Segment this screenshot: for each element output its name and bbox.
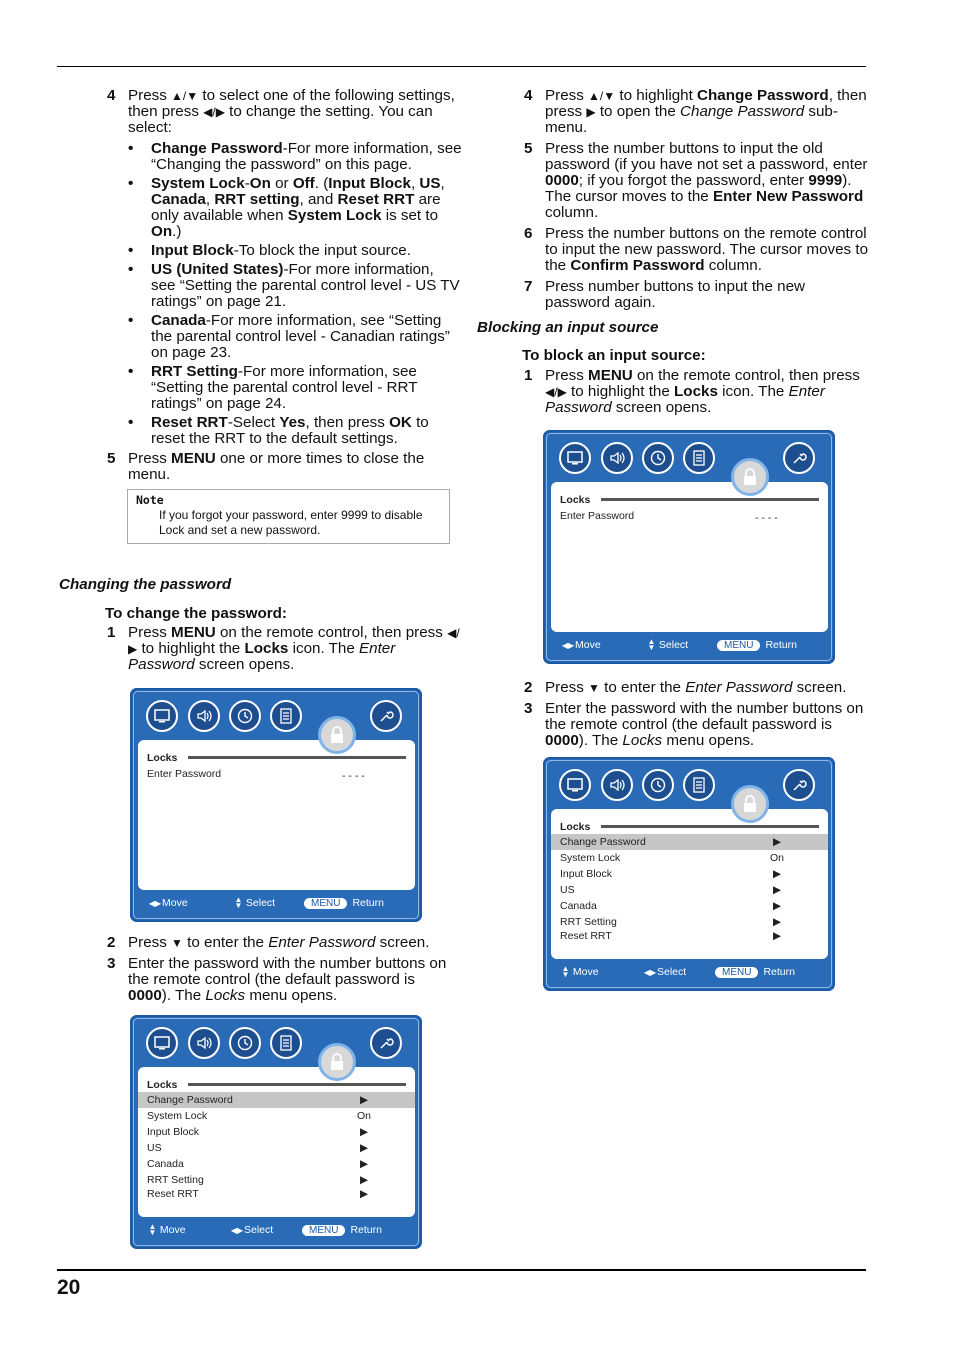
right-steps-2 xyxy=(524,680,869,754)
picture-icon[interactable] xyxy=(559,442,591,474)
left-right-arrow-icon: ◀▶ xyxy=(643,967,657,977)
menu-item-input-block[interactable]: Input Block ▶ xyxy=(147,1126,369,1138)
picture-icon[interactable] xyxy=(559,769,591,801)
section-title-changing-password: Changing the password xyxy=(59,576,232,593)
footer-select-label: Select xyxy=(244,1224,274,1236)
left-right-arrow-icon: ◀▶ xyxy=(561,640,575,650)
menu-icon-row xyxy=(557,769,827,809)
step-7: 7 Press number buttons to input the new password again. xyxy=(524,278,806,311)
locks-menu-screen xyxy=(543,757,835,991)
left-steps-1 xyxy=(107,625,462,678)
menu-item-change-password[interactable]: Change Password ▶ xyxy=(138,1092,415,1108)
wrench-icon[interactable] xyxy=(370,700,402,732)
subsection-title: To change the password: xyxy=(105,605,287,622)
note-box xyxy=(127,489,450,544)
setup-icon[interactable] xyxy=(683,769,715,801)
page-number: 20 xyxy=(57,1276,81,1299)
step-number: 1 xyxy=(524,367,533,384)
audio-icon[interactable] xyxy=(188,700,220,732)
step-2: 2 Press ▼ to enter the Enter Password screen. xyxy=(524,679,847,696)
menu-item-reset-rrt[interactable]: Reset RRT ▶ xyxy=(147,1188,369,1200)
up-down-arrow-icon: ▲/▼ xyxy=(588,89,616,103)
section-title-blocking-input: Blocking an input source xyxy=(477,319,659,336)
step-3: 3 Enter the password with the number buttons on the remote control (the default password is 0000). The Locks menu opens. xyxy=(107,955,447,1004)
panel-title: Locks xyxy=(560,494,591,506)
menu-footer xyxy=(138,892,414,914)
menu-footer xyxy=(551,634,827,656)
password-label: Enter Password xyxy=(560,510,635,522)
footer-select-label: Select xyxy=(658,639,689,651)
password-label: Enter Password xyxy=(147,768,222,780)
enter-password-screen xyxy=(130,688,422,922)
step-number: 2 xyxy=(107,934,116,951)
step-number: 7 xyxy=(524,278,533,295)
step-number: 5 xyxy=(524,140,533,157)
menu-item-rrt-setting[interactable]: RRT Setting ▶ xyxy=(560,916,782,928)
menu-button[interactable]: MENU xyxy=(302,1225,345,1236)
left-right-arrow-icon: ◀/▶ xyxy=(203,105,225,119)
menu-item-change-password[interactable]: Change Password ▶ xyxy=(551,834,828,850)
audio-icon[interactable] xyxy=(601,442,633,474)
setup-icon[interactable] xyxy=(270,700,302,732)
left-steps-2 xyxy=(107,935,462,1009)
picture-icon[interactable] xyxy=(146,700,178,732)
menu-button[interactable]: MENU xyxy=(304,898,347,909)
note-label: Note xyxy=(136,493,164,507)
menu-panel xyxy=(138,740,415,890)
step-6: 6 Press the number buttons on the remote control to input the new password. The cursor moves to the Confirm Password column. xyxy=(524,225,869,274)
step-number: 5 xyxy=(107,450,116,467)
menu-item-reset-rrt[interactable]: Reset RRT ▶ xyxy=(560,930,782,942)
step-number: 3 xyxy=(524,700,533,717)
step-4: 4 Press ▲/▼ to select one of the following settings, then press ◀/▶ to change the setting. You can select: xyxy=(107,87,455,136)
panel-title: Locks xyxy=(147,1079,178,1091)
subsection-title: To block an input source: xyxy=(522,347,706,364)
step-number: 6 xyxy=(524,225,533,242)
panel-title: Locks xyxy=(560,821,591,833)
step-1: 1 Press MENU on the remote control, then press ◀/▶ to highlight the Locks icon. The Enter Password screen opens. xyxy=(524,367,860,416)
clock-icon[interactable] xyxy=(229,1027,261,1059)
top-rule xyxy=(57,66,866,67)
list-item: • RRT Setting-For more information, see “Setting the parental control level - RRT ratings” on page 24. xyxy=(128,364,462,412)
step-1: 1 Press MENU on the remote control, then press ◀/▶ to highlight the Locks icon. The Enter Password screen opens. xyxy=(107,624,460,673)
wrench-icon[interactable] xyxy=(783,769,815,801)
step-number: 3 xyxy=(107,955,116,972)
menu-item-system-lock[interactable]: System Lock On xyxy=(560,852,784,864)
menu-item-rrt-setting[interactable]: RRT Setting ▶ xyxy=(147,1174,369,1186)
list-item: • US (United States)-For more information, see “Setting the parental control level - US TV ratings” on page 21. xyxy=(128,262,462,310)
footer-move-label: Move xyxy=(159,1224,186,1236)
footer-return-label: Return xyxy=(350,1224,382,1236)
clock-icon[interactable] xyxy=(642,769,674,801)
footer-return-label: Return xyxy=(765,639,797,651)
wrench-icon[interactable] xyxy=(370,1027,402,1059)
menu-item-canada[interactable]: Canada ▶ xyxy=(560,900,782,912)
list-item: • Reset RRT-Select Yes, then press OK to reset the RRT to the default settings. xyxy=(128,415,462,447)
footer-select-label: Select xyxy=(657,966,687,978)
password-field[interactable]: - - - - xyxy=(342,770,365,782)
menu-footer xyxy=(138,1219,414,1241)
wrench-icon[interactable] xyxy=(783,442,815,474)
list-item: • Canada-For more information, see “Setting the parental control level - Canadian ratings” on page 23. xyxy=(128,313,462,361)
menu-panel xyxy=(138,1067,415,1217)
down-arrow-icon: ▼ xyxy=(588,681,600,695)
up-down-arrow-icon: ▲▼ xyxy=(234,895,243,911)
settings-list xyxy=(128,141,462,447)
footer-return-label: Return xyxy=(352,897,384,909)
right-column xyxy=(524,88,869,316)
list-item: • Input Block-To block the input source. xyxy=(128,243,462,259)
step-number: 2 xyxy=(524,679,533,696)
step-4: 4 Press ▲/▼ to highlight Change Password, then press ▶ to open the Change Password sub-menu. xyxy=(524,87,867,136)
menu-button[interactable]: MENU xyxy=(715,967,758,978)
lock-icon[interactable] xyxy=(731,458,769,496)
picture-icon[interactable] xyxy=(146,1027,178,1059)
footer-move-label: Move xyxy=(572,966,599,978)
footer-move-label: Move xyxy=(162,897,188,909)
setup-icon[interactable] xyxy=(270,1027,302,1059)
up-down-arrow-icon: ▲/▼ xyxy=(171,89,199,103)
step-3: 3 Enter the password with the number buttons on the remote control (the default password is 0000). The Locks menu opens. xyxy=(524,700,864,749)
audio-icon[interactable] xyxy=(601,769,633,801)
up-down-arrow-icon: ▲▼ xyxy=(561,964,570,980)
lock-icon[interactable] xyxy=(318,1043,356,1081)
menu-icon-row xyxy=(144,700,414,740)
down-arrow-icon: ▼ xyxy=(171,936,183,950)
menu-icon-row xyxy=(557,442,827,482)
up-down-arrow-icon: ▲▼ xyxy=(647,637,656,653)
step-number: 4 xyxy=(107,87,116,104)
menu-item-canada[interactable]: Canada ▶ xyxy=(147,1158,369,1170)
right-steps-1 xyxy=(524,368,869,421)
left-column xyxy=(107,88,462,488)
left-right-arrow-icon: ◀/▶ xyxy=(545,385,567,399)
menu-panel xyxy=(551,482,828,632)
menu-item-input-block[interactable]: Input Block ▶ xyxy=(560,868,782,880)
clock-icon[interactable] xyxy=(642,442,674,474)
menu-item-us[interactable]: US ▶ xyxy=(560,884,782,896)
right-arrow-icon: ▶ xyxy=(586,105,596,119)
footer-select-label: Select xyxy=(245,897,276,909)
step-2: 2 Press ▼ to enter the Enter Password screen. xyxy=(107,934,430,951)
panel-title: Locks xyxy=(147,752,178,764)
step-number: 1 xyxy=(107,624,116,641)
audio-icon[interactable] xyxy=(188,1027,220,1059)
left-right-arrow-icon: ◀/▶ xyxy=(128,626,460,656)
list-item: • System Lock-On or Off. (Input Block, US, Canada, RRT setting, and Reset RRT are only available when System Lock is set to On.) xyxy=(128,176,462,240)
lock-icon[interactable] xyxy=(731,785,769,823)
note-text: If you forgot your password, enter 9999 to disable Lock and set a new password. xyxy=(159,508,423,537)
left-right-arrow-icon: ◀▶ xyxy=(230,1225,244,1235)
step-5: 5 Press the number buttons to input the old password (if you have not set a password, enter 0000; if you forgot the password, enter 9999). The cursor moves to the Enter New Password column. xyxy=(524,140,868,221)
step-number: 4 xyxy=(524,87,533,104)
clock-icon[interactable] xyxy=(229,700,261,732)
up-down-arrow-icon: ▲▼ xyxy=(148,1222,157,1238)
list-item: • Change Password-For more information, see “Changing the password” on this page. xyxy=(128,141,462,173)
menu-item-us[interactable]: US ▶ xyxy=(147,1142,369,1154)
menu-icon-row xyxy=(144,1027,414,1067)
menu-button[interactable]: MENU xyxy=(717,640,760,651)
enter-password-screen xyxy=(543,430,835,664)
step-5: 5 Press MENU one or more times to close the menu. xyxy=(107,450,425,483)
menu-footer xyxy=(551,961,827,983)
lock-icon[interactable] xyxy=(318,716,356,754)
bottom-rule xyxy=(57,1269,866,1271)
left-right-arrow-icon: ◀▶ xyxy=(148,898,162,908)
password-field[interactable]: - - - - xyxy=(755,512,778,524)
menu-item-system-lock[interactable]: System Lock On xyxy=(147,1110,371,1122)
footer-move-label: Move xyxy=(575,639,601,651)
footer-return-label: Return xyxy=(763,966,795,978)
locks-menu-screen xyxy=(130,1015,422,1249)
setup-icon[interactable] xyxy=(683,442,715,474)
menu-panel xyxy=(551,809,828,959)
